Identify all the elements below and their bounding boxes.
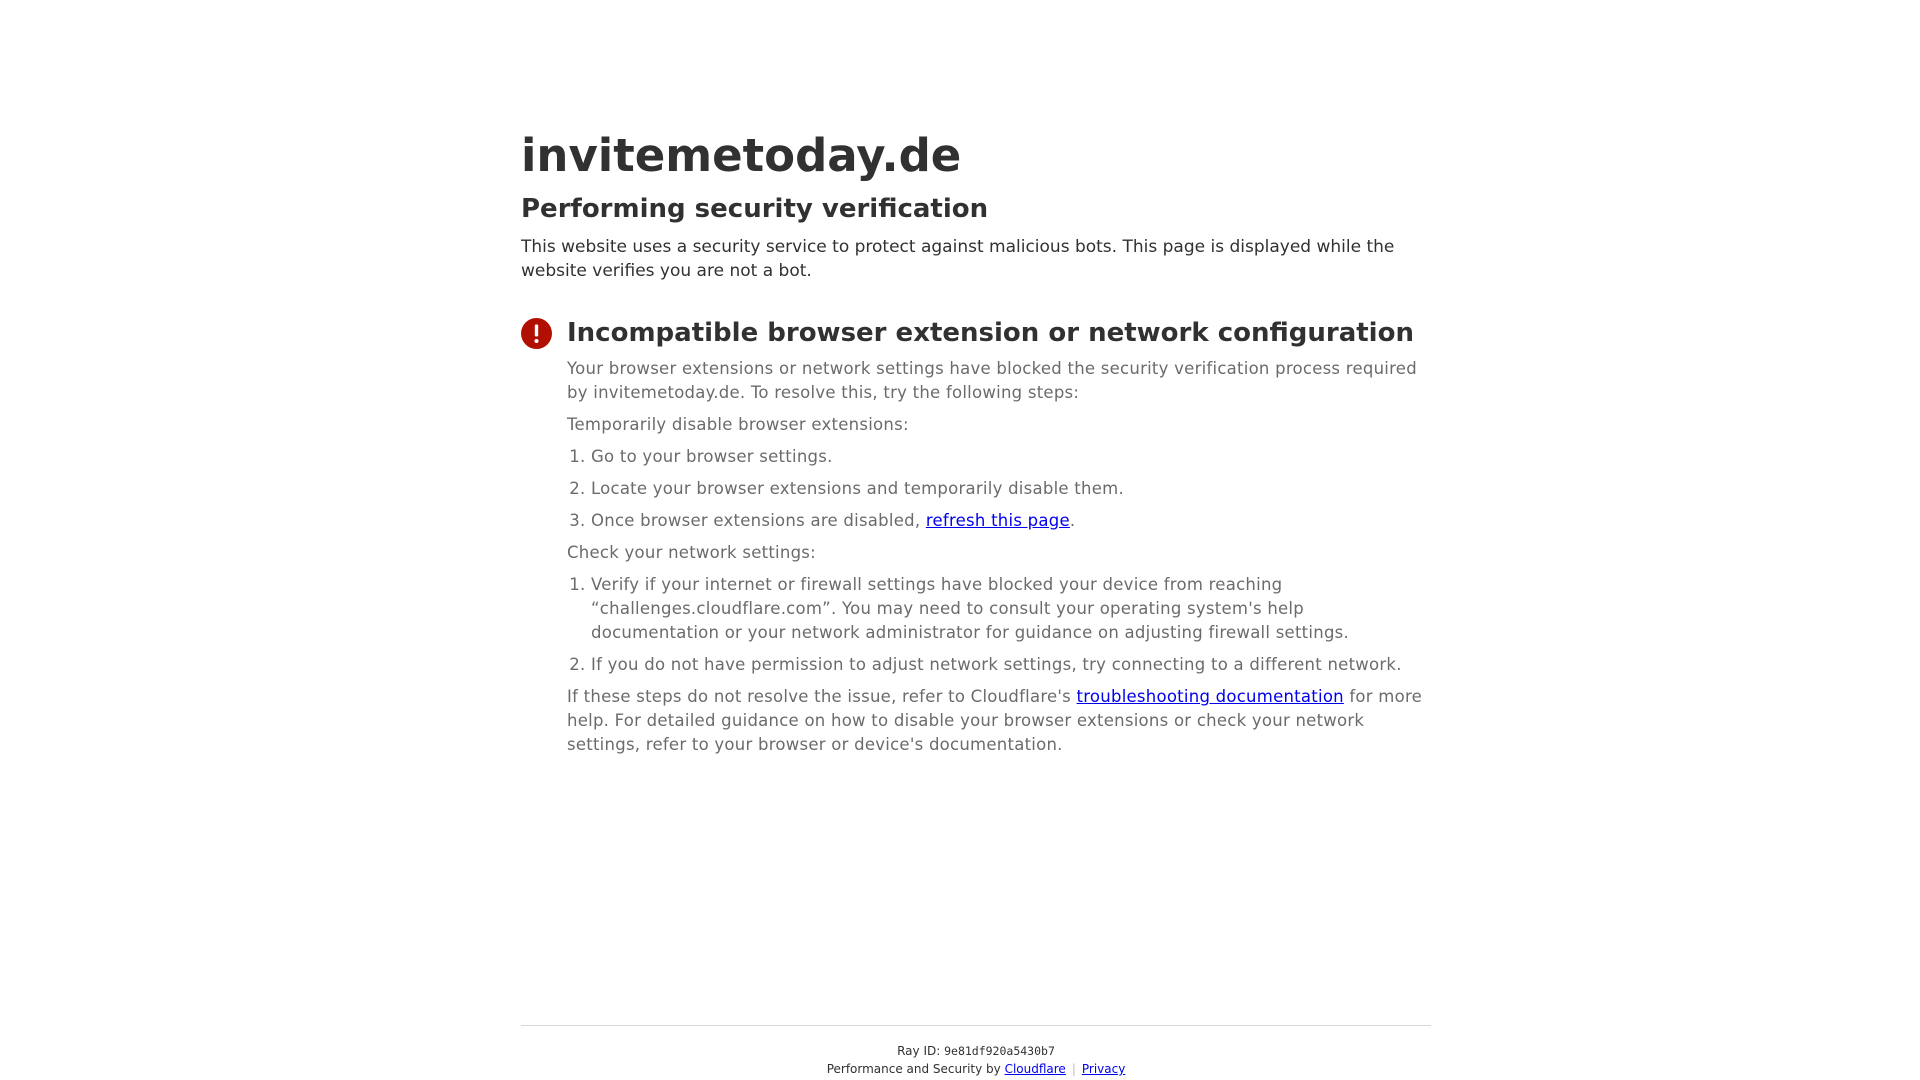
network-step-2: 2. If you do not have permission to adjust network settings, try connecting to a different network. [591,653,1431,677]
alert-title: Incompatible browser extension or network configuration [567,318,1414,348]
troubleshooting-docs-link[interactable]: troubleshooting documentation [1076,687,1344,706]
error-alert [521,316,1431,757]
ray-id-value: 9e81df920a5430b7 [944,1044,1055,1058]
intro-text: This website uses a security service to protect against malicious bots. This page is displayed while the website verifies you are not a bot. [521,237,1395,281]
site-title: invitemetoday.de [521,129,962,182]
extensions-step-1: 1. Go to your browser settings. [591,445,1431,469]
footer-separator: | [1071,1062,1076,1076]
alert-description: Your browser extensions or network settings have blocked the security verification process required by invitemetoday.de. To resolve this, try the following steps: [567,359,1417,402]
ray-id-label: Ray ID: [897,1044,945,1058]
extensions-step-2: 2. Locate your browser extensions and temporarily disable them. [591,477,1431,501]
performance-security-label: Performance and Security by [826,1062,1005,1076]
help-text-suffix: for more help. For detailed guidance on how to disable your browser extensions or check your network settings, refer to your browser or device's documentation. [567,687,1423,754]
extensions-step-3-suffix: . [1069,511,1076,530]
footer [521,1025,1431,1077]
exclamation-icon [521,318,552,349]
ray-id [521,1043,1431,1059]
performance-security-line [521,1061,1431,1077]
help-text [567,685,1431,757]
extensions-steps-list [567,445,1431,533]
network-step-1: 1. Verify if your internet or firewall settings have blocked your device from reaching “challenges.cloudflare.com”. You may need to consult your operating system's help documentation or your network administrator for guidance on adjusting firewall settings. [591,573,1431,645]
privacy-link[interactable]: Privacy [1081,1062,1126,1076]
cloudflare-link[interactable]: Cloudflare [1004,1062,1066,1076]
network-steps-list [567,573,1431,677]
extensions-heading: Temporarily disable browser extensions: [567,415,909,434]
extensions-step-3-prefix: Once browser extensions are disabled, [591,511,926,530]
alert-body [567,357,1431,757]
page-subtitle: Performing security verification [521,194,989,224]
refresh-page-link[interactable]: refresh this page [925,511,1070,530]
extensions-step-3 [591,509,1431,533]
help-text-prefix: If these steps do not resolve the issue, refer to Cloudflare's [567,687,1077,706]
network-heading: Check your network settings: [567,543,816,562]
main-content [521,128,1431,757]
